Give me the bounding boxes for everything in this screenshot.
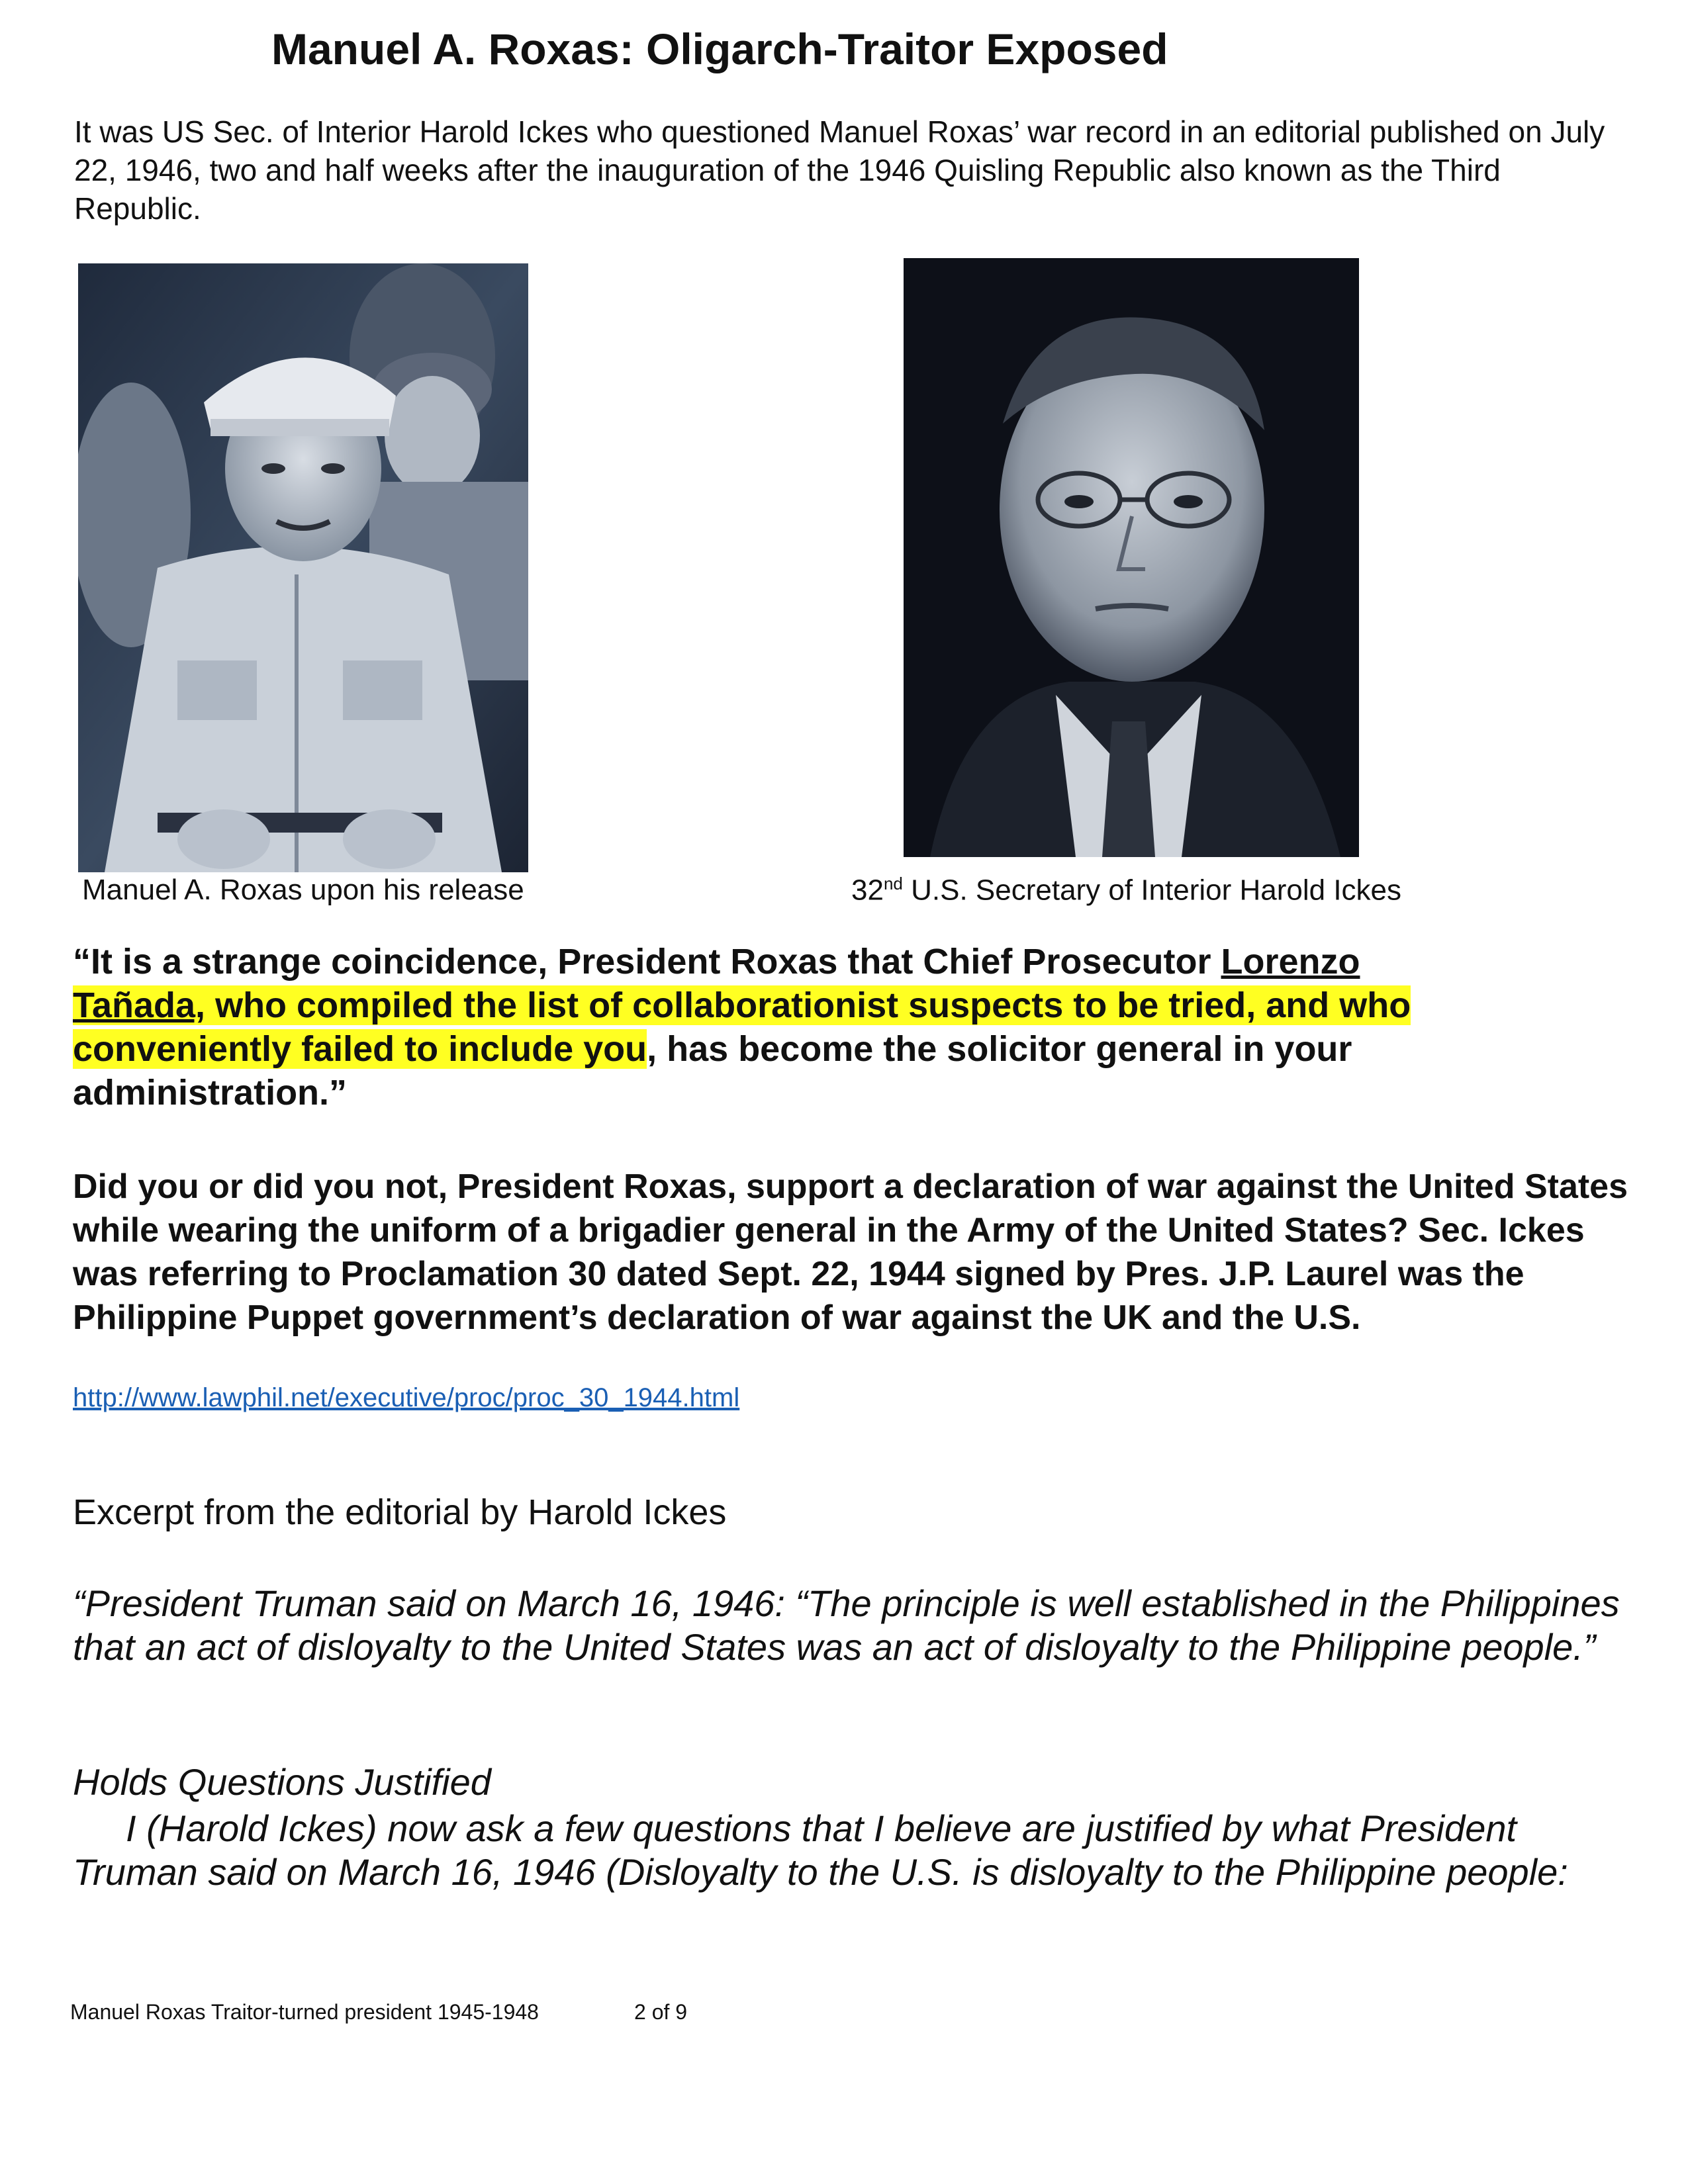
roxas-photo	[78, 263, 528, 872]
proclamation-link[interactable]: http://www.lawphil.net/executive/proc/proc_30_1944.html	[73, 1383, 740, 1412]
quote-part2: , has become the solicitor general in your administration.”	[73, 1029, 1352, 1113]
roxas-caption: Manuel A. Roxas upon his release	[82, 874, 524, 906]
excerpt-heading: Excerpt from the editorial by Harold Ickes	[73, 1492, 727, 1532]
quote-part1: “It is a strange coincidence, President Roxas that Chief Prosecutor	[73, 942, 1221, 981]
ickes-caption-text: U.S. Secretary of Interior Harold Ickes	[902, 874, 1402, 907]
ickes-caption-ordinal: 32	[851, 874, 884, 907]
ickes-photo	[904, 258, 1359, 857]
quote-highlight: who compiled the list of collaborationist suspects to be tried, and who conveniently failed to include you	[73, 985, 1411, 1069]
closing-paragraph: I (Harold Ickes) now ask a few questions that I believe are justified by what President Truman said on March 16, 1946 (Disloyalty to the U.S. is disloyalty to the Philippine people:	[73, 1807, 1568, 1893]
quote-name-first: Lorenzo	[1221, 942, 1360, 981]
ickes-caption	[851, 874, 1401, 907]
truman-quote: “President Truman said on March 16, 1946: “The principle is well established in the Philippines that an act of disloyalty to the United States was an act of disloyalty to the Philippine people.”	[73, 1582, 1620, 1668]
subhead: Holds Questions Justified	[73, 1761, 491, 1803]
footer-text: Manuel Roxas Traitor-turned president 1945-1948	[70, 2000, 539, 2024]
question-paragraph: Did you or did you not, President Roxas, support a declaration of war against the United States while wearing the uniform of a brigadier general in the Army of the United States? Sec. Ickes was referring to Proclamation 30 dated Sept. 22, 1944 signed by Pres. J.P. Laurel was the Philippine Puppet government’s declaration of war against the UK and the U.S.	[73, 1167, 1628, 1337]
intro-paragraph: It was US Sec. of Interior Harold Ickes who questioned Manuel Roxas’ war record in an editorial published on July 22, 1946, two and half weeks after the inauguration of the 1946 Quisling Republic also known as the Third Republic.	[74, 114, 1605, 226]
ickes-caption-ordinal-suffix: nd	[883, 874, 903, 893]
quote-name-last: Tañada,	[73, 985, 206, 1025]
roxas-quote	[73, 940, 1615, 1115]
page-number: 2 of 9	[634, 2000, 688, 2024]
page-title: Manuel A. Roxas: Oligarch-Traitor Exposed	[271, 24, 1168, 73]
